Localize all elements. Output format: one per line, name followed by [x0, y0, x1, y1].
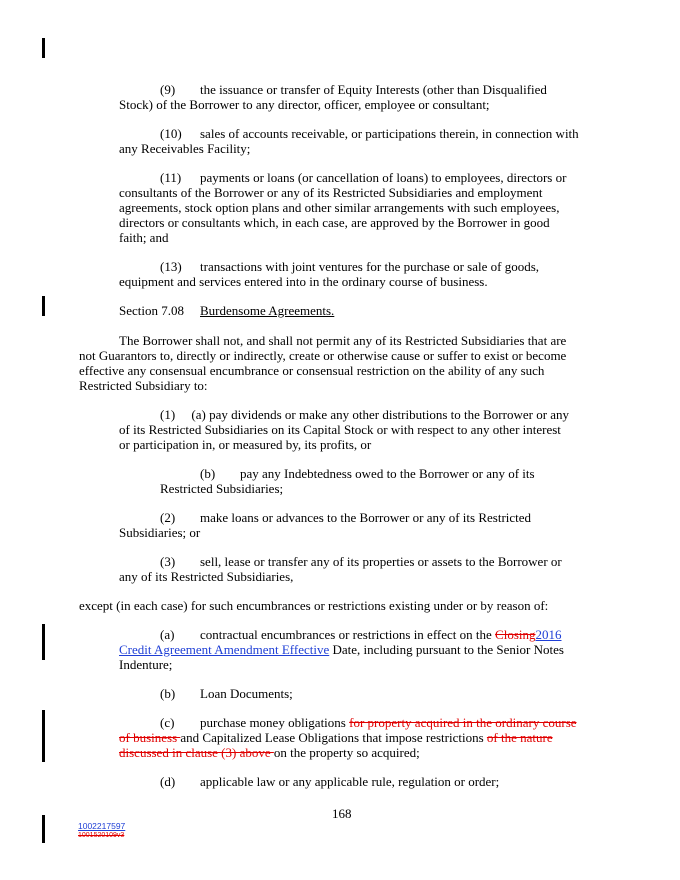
- item-2-label: (2): [160, 510, 176, 525]
- clause-11-line: consultants of the Borrower or any of its Restricted Subsidiaries and employment: [119, 185, 543, 200]
- exception-c-line: [119, 745, 420, 761]
- text-span: and Capitalized Lease Obligations that impose restrictions: [180, 730, 487, 745]
- item-2-line: Subsidiaries; or: [119, 525, 201, 540]
- change-bar: [42, 624, 45, 660]
- clause-9-line: the issuance or transfer of Equity Interests (other than Disqualified: [200, 82, 547, 97]
- change-bar: [42, 815, 45, 843]
- clause-11-line: directors or consultants which, in each case, are approved by the Borrower in good: [119, 215, 550, 230]
- except-line: except (in each case) for such encumbrances or restrictions existing under or by reason of:: [79, 598, 549, 613]
- exception-a-line: Indenture;: [119, 657, 173, 672]
- exception-d-label: (d): [160, 774, 176, 789]
- intro-line: Restricted Subsidiary to:: [79, 378, 208, 393]
- item-1-line: or participation in, or measured by, its profits, or: [119, 437, 372, 452]
- intro-line: effective any consensual encumbrance or consensual restriction on the ability of any such: [79, 363, 545, 378]
- clause-13-label: (13): [160, 259, 182, 274]
- exception-c-line: [119, 730, 553, 746]
- deleted-text: of the nature: [486, 730, 553, 745]
- inserted-text: Credit Agreement Amendment Effective: [119, 642, 330, 657]
- exception-a-line: [200, 627, 562, 643]
- clause-11-label: (11): [160, 170, 182, 185]
- clause-9-line: Stock) of the Borrower to any director, officer, employee or consultant;: [119, 97, 490, 112]
- exception-b-line: Loan Documents;: [200, 686, 293, 701]
- change-bar: [42, 710, 45, 762]
- item-3-label: (3): [160, 554, 176, 569]
- item-1b-line: Restricted Subsidiaries;: [160, 481, 284, 496]
- clause-10-line: sales of accounts receivable, or participations therein, in connection with: [200, 126, 579, 141]
- item-3-line: any of its Restricted Subsidiaries,: [119, 569, 294, 584]
- item-1b-label: (b): [200, 466, 216, 481]
- change-bar: [42, 38, 45, 58]
- exception-c-line: [200, 715, 577, 731]
- section-title: Burdensome Agreements.: [200, 303, 335, 318]
- doc-id-old: 1001520109v3: [78, 832, 125, 839]
- deleted-text: of business: [119, 730, 181, 745]
- clause-13-line: transactions with joint ventures for the purchase or sale of goods,: [200, 259, 539, 274]
- page-number: 168: [332, 806, 352, 821]
- clause-11-line: faith; and: [119, 230, 169, 245]
- text-span: purchase money obligations: [200, 715, 350, 730]
- intro-line: The Borrower shall not, and shall not permit any of its Restricted Subsidiaries that are: [119, 333, 567, 348]
- item-3-line: sell, lease or transfer any of its properties or assets to the Borrower or: [200, 554, 562, 569]
- intro-line: not Guarantors to, directly or indirectly, create or otherwise cause or suffer to exist or become: [79, 348, 567, 363]
- deleted-text: Closing: [495, 627, 536, 642]
- item-1b-line: pay any Indebtedness owed to the Borrower or any of its: [240, 466, 535, 481]
- exception-d-line: applicable law or any applicable rule, regulation or order;: [200, 774, 500, 789]
- exception-a-line: [119, 642, 564, 658]
- item-1-line: (1) (a) pay dividends or make any other distributions to the Borrower or any: [160, 407, 570, 422]
- exception-b-label: (b): [160, 686, 176, 701]
- text-span: Date, including pursuant to the Senior Notes: [329, 642, 564, 657]
- inserted-text: 2016: [535, 627, 562, 642]
- clause-10-label: (10): [160, 126, 182, 141]
- clause-10-line: any Receivables Facility;: [119, 141, 251, 156]
- clause-11-line: agreements, stock option plans and other similar arrangements with such employees,: [119, 200, 560, 215]
- item-2-line: make loans or advances to the Borrower or any of its Restricted: [200, 510, 532, 525]
- clause-11-line: payments or loans (or cancellation of loans) to employees, directors or: [200, 170, 567, 185]
- item-1-line: of its Restricted Subsidiaries on its Capital Stock or with respect to any other interest: [119, 422, 561, 437]
- deleted-text: for property acquired in the ordinary course: [349, 715, 577, 730]
- section-number: Section 7.08: [119, 303, 184, 318]
- change-bar: [42, 296, 45, 316]
- clause-13-line: equipment and services entered into in the ordinary course of business.: [119, 274, 488, 289]
- deleted-text: discussed in clause (3) above: [119, 745, 274, 760]
- text-span: contractual encumbrances or restrictions in effect on the: [200, 627, 496, 642]
- exception-a-label: (a): [160, 627, 175, 642]
- clause-9-label: (9): [160, 82, 176, 97]
- text-span: on the property so acquired;: [273, 745, 420, 760]
- doc-id-new: 1002217597: [78, 821, 126, 831]
- exception-c-label: (c): [160, 715, 175, 730]
